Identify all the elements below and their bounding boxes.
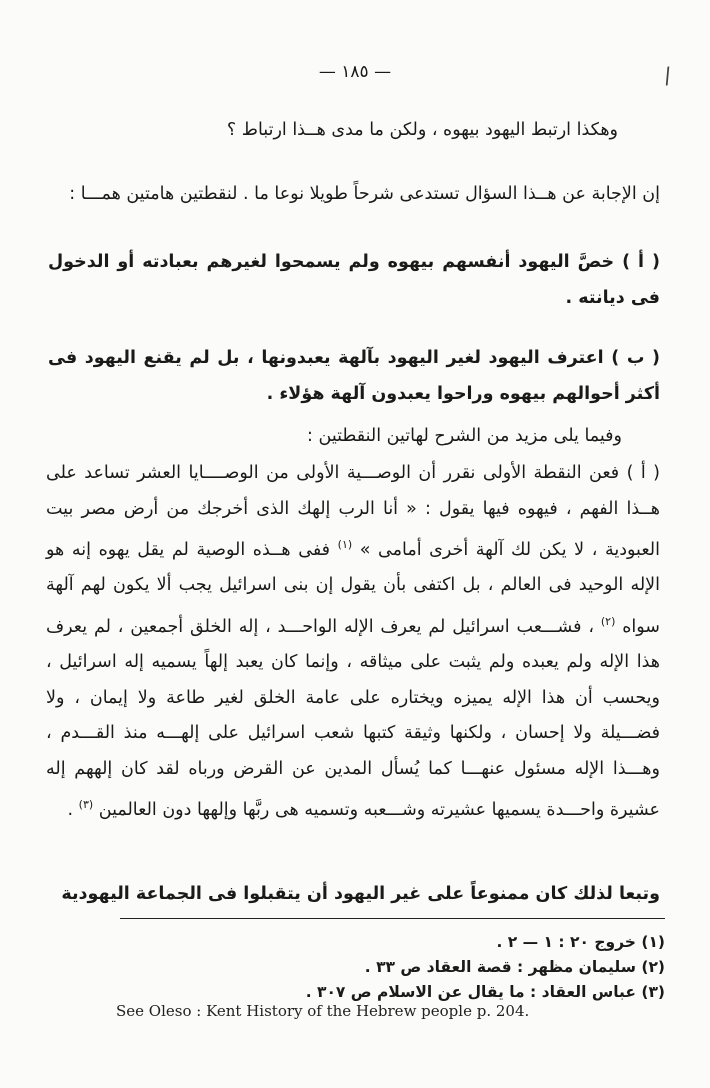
footnote-3: (٣) عباس العقاد : ما يقال عن الاسلام ص ٣٠٧ .	[305, 983, 665, 1001]
main-end: .	[67, 799, 74, 820]
footnote-divider	[120, 918, 665, 919]
footnote-ref-1: (١)	[337, 538, 353, 551]
followup-line: وفيما يلى مزيد من الشرح لهاتين النقطتين :	[307, 426, 622, 446]
point-b: ( ب ) اعترف اليهود لغير اليهود بآلهة يعبدونها ، بل لم يقنع اليهود فى أكثر أحوالهم بيهوه وراحوا يعبدون آلهة هؤلاء .	[48, 348, 660, 404]
point-a: ( أ ) خصَّ اليهود أنفسهم بيهوه ولم يسمحوا لغيرهم بعبادته أو الدخول فى ديانته .	[48, 252, 660, 308]
main-paragraph	[46, 456, 660, 828]
main-text-2: ففى هــذه الوصية لم يقل يهوه إنه هو الإله الوحيد فى العالم ، بل اكتفى بأن يقول إن بنى اسرائيل يجب ألا يكون لهم آلهة سواه	[46, 539, 660, 637]
answer-paragraph: إن الإجابة عن هــذا السؤال تستدعى شرحاً طويلا نوعا ما . لنقطتين هامتين همـــا :	[69, 184, 660, 204]
footnote-2: (٢) سليمان مظهر : قصة العقاد ص ٣٣ .	[364, 958, 665, 976]
closing-line: وتبعا لذلك كان ممنوعاً على غير اليهود أن يتقبلوا فى الجماعة اليهودية	[61, 884, 660, 904]
main-text-3: ، فشـــعب اسرائيل لم يعرف الإله الواحـــد ، إله الخلق أجمعين ، لم يعرف هذا الإله ولم يعبده ولم يثبت على ميثاقه ، وإنما كان يعبد إلهاً يسميه إله اسرائيل ، ويحسب أن هذا الإله يميزه ويختاره على عامة الخلق لغير طاعة ولا إيمان ، ولا فضـــيلة ولا إحسان ، ولكنها وثيقة كتبها شعب اسرائيل على إلهـــه منذ القـــدم ، وهـــذا الإله مسئول عنهـــا كما يُسأل المدين عن القرض ورباه لقد كان إلههم إله عشيرة واحـــدة يسميها عشيرته وشـــعبه وتسميه هى ربَّها وإلهها دون العالمين	[46, 616, 660, 820]
footnote-ref-2: (٢)	[600, 614, 616, 628]
main-text-1: ( أ ) فعن النقطة الأولى نقرر أن الوصـــية الأولى من الوصــــايا العشر تساعد على هــذا الفهم ، فيهوه فيها يقول : « أنا الرب إلهك الذى أخرجك من أرض مصر بيت العبودية ، لا يكن لك آلهة أخرى أمامى »	[46, 463, 660, 560]
footnote-ref-3: (٣)	[78, 798, 94, 812]
page-number: — ١٨٥ —	[318, 62, 392, 82]
corner-mark: /	[661, 63, 674, 90]
intro-line: وهكذا ارتبط اليهود بيهوه ، ولكن ما مدى هــذا ارتباط ؟	[226, 120, 618, 140]
footnote-1: (١) خروج ٢٠ : ١ — ٢ .	[496, 933, 665, 951]
english-reference: See Oleso : Kent History of the Hebrew people p. 204.	[116, 1002, 530, 1020]
